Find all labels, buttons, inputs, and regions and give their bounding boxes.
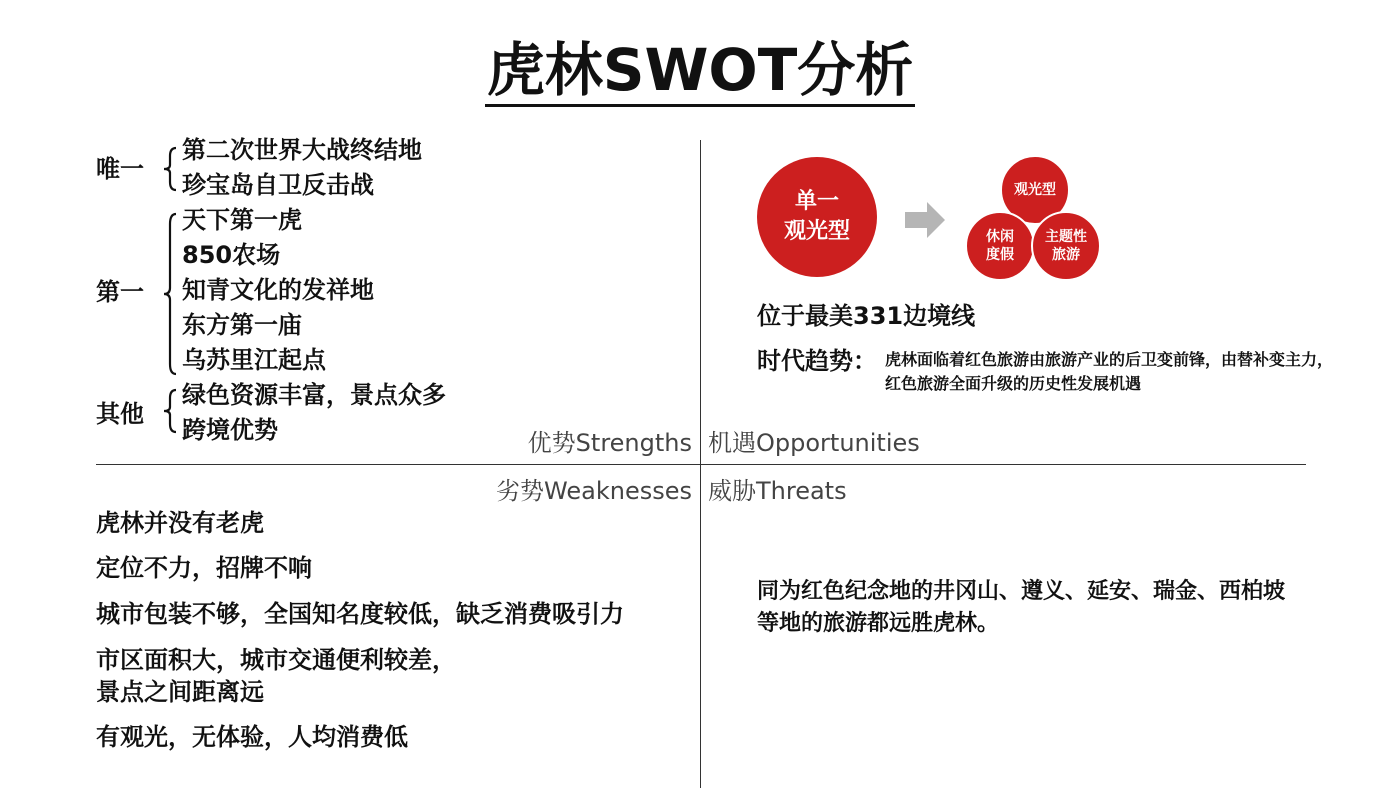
weakness-item: 虎林并没有老虎 bbox=[96, 509, 264, 537]
strength-item: 知青文化的发祥地 bbox=[182, 276, 374, 304]
weaknesses-label: 劣势Weaknesses bbox=[496, 477, 692, 505]
trend-text: 虎林面临着红色旅游由旅游产业的后卫变前锋，由替补变主力， 红色旅游全面升级的历史性发展机遇 bbox=[885, 350, 1334, 393]
weakness-item: 景点之间距离远 bbox=[96, 678, 264, 706]
threats-label: 威胁Threats bbox=[708, 477, 847, 505]
theme-tourism-circle: 主题性 旅游 bbox=[1031, 211, 1101, 281]
weakness-item: 有观光，无体验，人均消费低 bbox=[96, 723, 408, 751]
strength-item: 850农场 bbox=[182, 241, 281, 269]
weakness-item: 城市包装不够，全国知名度较低，缺乏消费吸引力 bbox=[96, 600, 624, 628]
strength-item: 跨境优势 bbox=[182, 416, 278, 444]
leisure-vacation-circle: 休闲 度假 bbox=[965, 211, 1035, 281]
group-label-unique: 唯一 bbox=[96, 155, 144, 183]
brace-other bbox=[160, 388, 180, 434]
single-sightseeing-circle: 单一 观光型 bbox=[757, 157, 877, 277]
trend-label: 时代趋势： bbox=[757, 347, 877, 375]
strength-item: 天下第一虎 bbox=[182, 206, 302, 234]
strength-item: 东方第一庙 bbox=[182, 311, 302, 339]
brace-first bbox=[160, 212, 180, 376]
page-title: 虎林SWOT分析 bbox=[0, 30, 1400, 110]
threat-text: 同为红色纪念地的井冈山、遵义、延安、瑞金、西柏坡 等地的旅游都远胜虎林。 bbox=[757, 579, 1286, 636]
strength-item: 第二次世界大战终结地 bbox=[182, 136, 422, 164]
strength-item: 绿色资源丰富，景点众多 bbox=[182, 381, 446, 409]
location-text: 位于最美331边境线 bbox=[757, 302, 976, 330]
group-label-other: 其他 bbox=[96, 400, 144, 428]
weakness-item: 定位不力，招牌不响 bbox=[96, 554, 312, 582]
horizontal-divider bbox=[96, 464, 1306, 465]
strength-item: 珍宝岛自卫反击战 bbox=[182, 171, 374, 199]
group-label-first: 第一 bbox=[96, 278, 144, 306]
strength-item: 乌苏里江起点 bbox=[182, 346, 326, 374]
weakness-item: 市区面积大，城市交通便利较差， bbox=[96, 646, 456, 674]
brace-unique bbox=[160, 146, 180, 192]
right-arrow-icon bbox=[905, 200, 947, 240]
opportunities-label: 机遇Opportunities bbox=[708, 429, 920, 457]
strengths-label: 优势Strengths bbox=[527, 429, 692, 457]
sightseeing-circle: 观光型 bbox=[1000, 155, 1070, 225]
